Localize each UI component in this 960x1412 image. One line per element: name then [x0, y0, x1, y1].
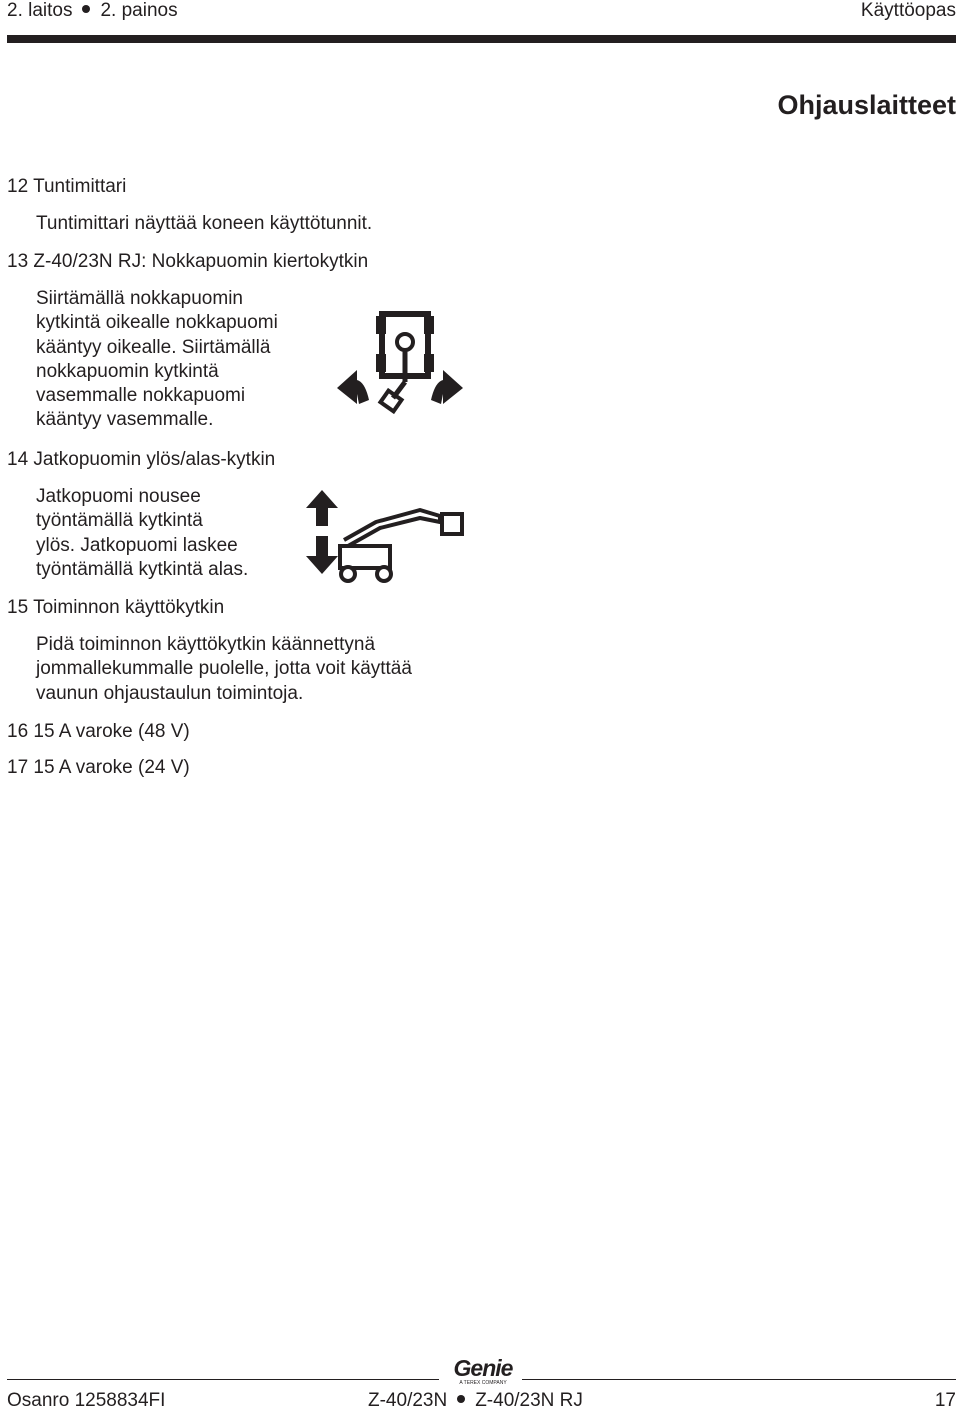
header-edition: 2. laitos 2. painos: [7, 0, 178, 21]
item-12-title: 12 Tuntimittari: [7, 176, 127, 197]
header-rule: [7, 35, 956, 43]
bullet-dot: [457, 1395, 465, 1403]
item-14-title: 14 Jatkopuomin ylös/alas-kytkin: [7, 449, 276, 470]
item-15-title: 15 Toiminnon käyttökytkin: [7, 597, 225, 618]
footer-models: Z-40/23N Z-40/23N RJ: [368, 1390, 583, 1411]
footer-page-number: 17: [934, 1390, 956, 1411]
item-15-body: Pidä toiminnon käyttökytkin käännettynä jommallekummalle puolelle, jotta voit käyttää vaunun ohjaustaulun toimintoja.: [36, 634, 412, 704]
item-16-title: 16 15 A varoke (48 V): [7, 721, 190, 742]
section-title: Ohjauslaitteet: [777, 90, 956, 120]
jib-rotate-icon: [335, 308, 465, 418]
bullet-dot: [82, 5, 90, 13]
genie-logo: Genie A TEREX COMPANY: [453, 1355, 513, 1386]
footer-part-number: Osanro 1258834FI: [7, 1390, 166, 1411]
item-14-body: Jatkopuomi nousee työntämällä kytkintä ylös. Jatkopuomi laskee työntämällä kytkintä alas.: [36, 486, 249, 580]
footer-rule-left: [7, 1379, 439, 1380]
item-17-title: 17 15 A varoke (24 V): [7, 757, 190, 778]
footer-rule-right: [522, 1379, 956, 1380]
header-doc-type: Käyttöopas: [860, 0, 956, 21]
item-13-body: Siirtämällä nokkapuomin kytkintä oikealle nokkapuomi kääntyy oikealle. Siirtämällä nokkapuomin kytkintä vasemmalle nokkapuomi kääntyy vasemmalle.: [36, 288, 278, 431]
boom-up-down-icon: [300, 488, 468, 588]
item-12-body: Tuntimittari näyttää koneen käyttötunnit.: [36, 213, 373, 234]
item-13-title: 13 Z-40/23N RJ: Nokkapuomin kiertokytkin: [7, 251, 369, 272]
